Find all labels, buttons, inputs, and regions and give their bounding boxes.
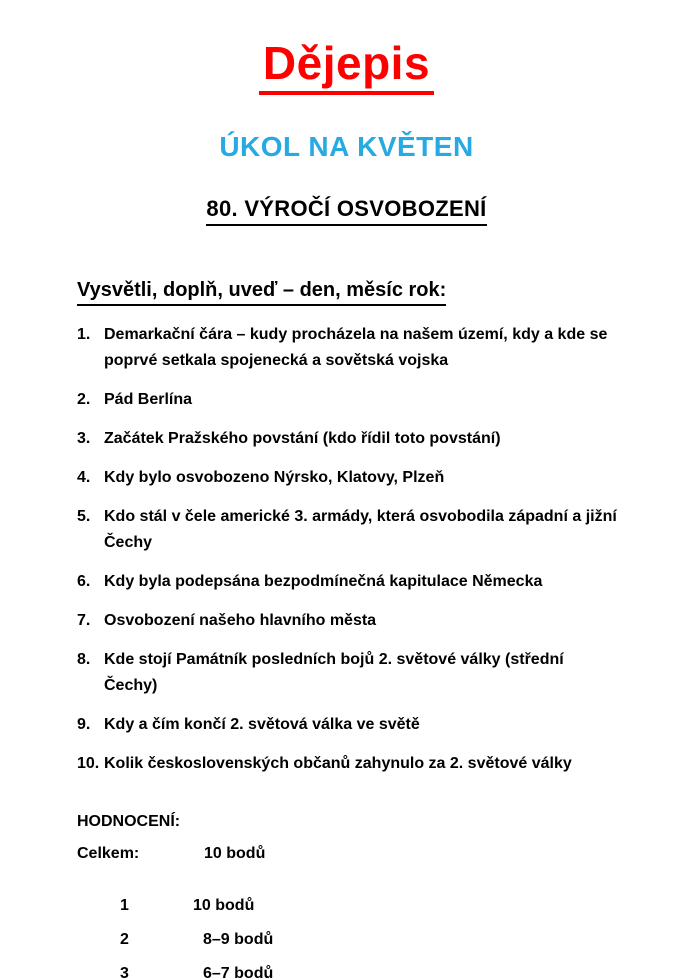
question-number: 8.: [77, 650, 91, 668]
grading-section: [77, 811, 633, 980]
question-item: [77, 569, 633, 595]
grading-heading: HODNOCENÍ:: [77, 812, 181, 830]
page-title: Dějepis: [259, 38, 434, 95]
question-text: Pád Berlína: [104, 390, 193, 408]
section-heading: Vysvětli, doplň, uveď – den, měsíc rok:: [77, 279, 446, 306]
grade-value: 2: [120, 930, 129, 948]
grade-value: 3: [120, 964, 129, 980]
points-value: 8–9 bodů: [203, 930, 274, 948]
grading-total-label: Celkem:: [77, 844, 140, 862]
question-number: 5.: [77, 507, 91, 525]
question-item: [77, 504, 633, 556]
grading-scale-row: [120, 929, 633, 950]
question-item: [77, 751, 633, 777]
question-text: Začátek Pražského povstání (kdo řídil toto povstání): [104, 429, 501, 447]
question-list: [77, 322, 633, 777]
grade-value: 1: [120, 896, 129, 914]
question-number: 1.: [77, 325, 91, 343]
question-item: [77, 608, 633, 634]
document-header: [60, 38, 633, 226]
question-number: 4.: [77, 468, 91, 486]
section-heading-row: [77, 279, 633, 306]
question-text: Kde stojí Památník posledních bojů 2. světové války (střední Čechy): [104, 650, 564, 694]
grading-scale-row: [120, 895, 633, 916]
question-text: Kdy a čím končí 2. světová válka ve světě: [104, 715, 420, 733]
question-number: 7.: [77, 611, 91, 629]
question-number: 3.: [77, 429, 91, 447]
question-text: Osvobození našeho hlavního města: [104, 611, 377, 629]
grading-total-value: 10 bodů: [204, 844, 266, 862]
anniversary-row: [60, 196, 633, 226]
title-row: [60, 38, 633, 95]
grading-scale-row: [120, 963, 633, 980]
anniversary-heading: 80. VÝROČÍ OSVOBOZENÍ: [206, 196, 486, 226]
question-item: [77, 647, 633, 699]
grading-total-row: [77, 843, 633, 864]
question-item: [77, 387, 633, 413]
question-number: 9.: [77, 715, 91, 733]
question-text: Kdo stál v čele americké 3. armády, která osvobodila západní a jižní Čechy: [104, 507, 617, 551]
grading-scale: [77, 895, 633, 980]
question-item: [77, 465, 633, 491]
question-number: 10.: [77, 754, 100, 772]
question-number: 6.: [77, 572, 91, 590]
question-text: Kdy bylo osvobozeno Nýrsko, Klatovy, Plzeň: [104, 468, 445, 486]
question-item: [77, 322, 633, 374]
points-value: 6–7 bodů: [203, 964, 274, 980]
question-text: Kdy byla podepsána bezpodmínečná kapitulace Německa: [104, 572, 543, 590]
question-number: 2.: [77, 390, 91, 408]
points-value: 10 bodů: [193, 896, 255, 914]
question-item: [77, 712, 633, 738]
question-text: Kolik československých občanů zahynulo za 2. světové války: [104, 754, 572, 772]
question-text: Demarkační čára – kudy procházela na našem území, kdy a kde se poprvé setkala spojenecká a sovětská vojska: [104, 325, 608, 369]
question-item: [77, 426, 633, 452]
subtitle: ÚKOL NA KVĚTEN: [219, 130, 474, 162]
